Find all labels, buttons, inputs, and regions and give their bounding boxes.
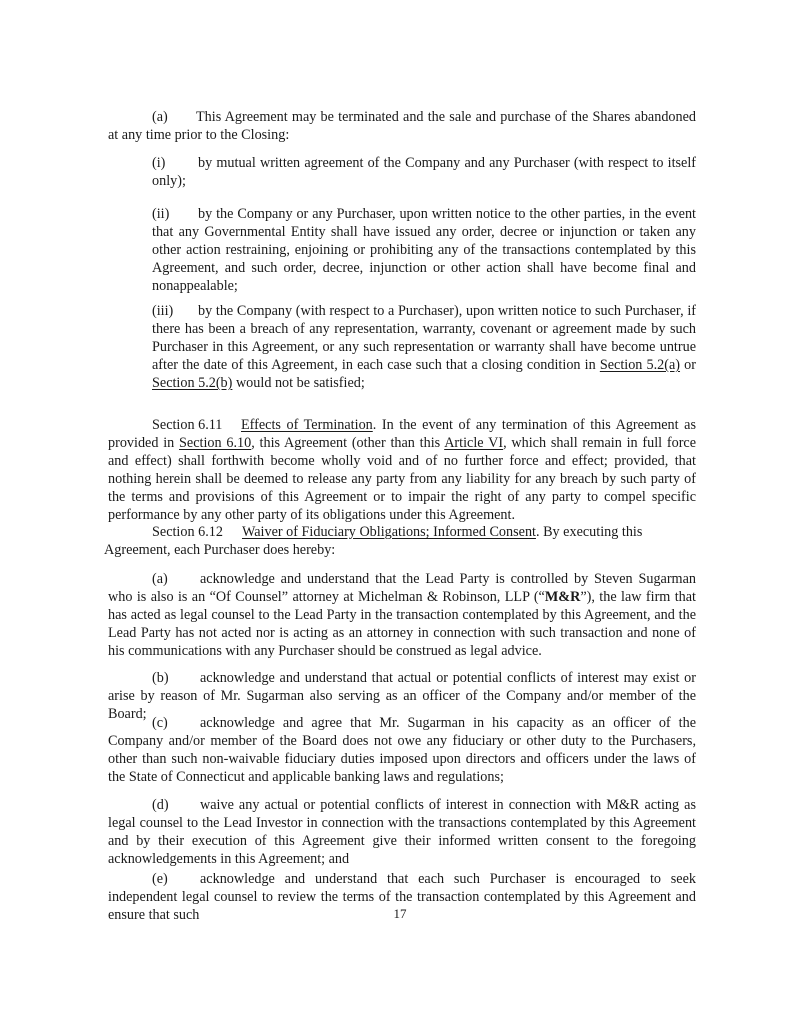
waiver-clause-c (108, 714, 696, 786)
section-number: Section 6.12 (152, 524, 223, 540)
termination-clause-iii (152, 302, 696, 392)
section-text: . In the event of any termination of this Agreement as provided in (108, 417, 696, 451)
section-6-12 (104, 523, 664, 559)
cross-reference-link[interactable]: Section 5.2(a) (599, 357, 681, 373)
clause-label: (e) (152, 871, 168, 887)
clause-label: (i) (152, 155, 166, 171)
termination-clause-a (108, 108, 696, 144)
clause-label: (d) (152, 797, 169, 813)
section-text: . By executing this Agreement, each Purchaser does hereby: (104, 524, 643, 558)
clause-text: acknowledge and understand that the Lead Party is controlled by Steven Sugarman who is also is an “Of Counsel” attorney at Michelman & Robinson, LLP (“ (108, 571, 696, 605)
clause-text: waive any actual or potential conflicts of interest in connection with M&R acting as legal counsel to the Lead Investor in connection with the transactions contemplated by this Agreement and by their execution of this Agreement give their informed written consent to the foregoing acknowledgements in this Agreement; and (108, 797, 696, 867)
waiver-clause-a (108, 570, 696, 660)
page-number: 17 (393, 906, 407, 921)
clause-text: ”), the law firm that has acted as legal counsel to the Lead Party in the transaction contemplated by this Agreement, and the Lead Party has not acted nor is acting as an attorney in connection with such transaction and none of his communications with any Purchaser should be construed as legal advice. (108, 589, 696, 659)
clause-text: by mutual written agreement of the Company and any Purchaser (with respect to itself only); (152, 155, 696, 189)
section-6-11 (108, 416, 696, 524)
section-text: , which shall remain in full force and effect) shall forthwith become wholly void and of no further force and effect; provided, that nothing herein shall be deemed to release any party from any liability for any breach by such party of the terms and provisions of this Agreement or to impair the right of any party to compel specific performance by any other party of its obligations under this Agreement. (108, 435, 697, 523)
clause-text: acknowledge and understand that each such Purchaser is encouraged to seek independent legal counsel to review the terms of the transaction contemplated by this Agreement and ensure that such (108, 871, 696, 923)
section-text: , this Agreement (other than this (251, 435, 445, 451)
clause-text: by the Company (with respect to a Purchaser), upon written notice to such Purchaser, if there has been a breach of any representation, warranty, covenant or agreement made by such Purchaser in this Agreement, or any such representation or warranty shall have become untrue after the date of this Agreement, in each case such that a closing condition in (152, 303, 696, 373)
cross-reference-link[interactable]: Section 6.10 (179, 435, 252, 451)
clause-text: This Agreement may be terminated and the sale and purchase of the Shares abandoned at any time prior to the Closing: (108, 109, 696, 143)
clause-label: (ii) (152, 206, 170, 222)
clause-text: or (680, 357, 696, 373)
clause-text: by the Company or any Purchaser, upon written notice to the other parties, in the event that any Governmental Entity shall have issued any order, decree or injunction or taken any other action restraining, enjoining or prohibiting any of the transactions contemplated by this Agreement, and such order, decree, injunction or other action shall have become final and nonappealable; (152, 206, 696, 294)
cross-reference-link[interactable]: Section 5.2(b) (152, 375, 233, 391)
clause-text: acknowledge and understand that actual or potential conflicts of interest may exist or arise by reason of Mr. Sugarman also serving as an officer of the Company and/or member of the Board; (108, 670, 696, 722)
cross-reference-link[interactable]: Article VI (444, 435, 504, 451)
clause-label: (a) (152, 109, 168, 125)
section-heading: Waiver of Fiduciary Obligations; Informed Consent (242, 524, 536, 540)
clause-label: (b) (152, 670, 169, 686)
termination-clause-ii (152, 205, 696, 295)
termination-clause-i (152, 154, 696, 190)
clause-label: (a) (152, 571, 168, 587)
clause-label: (c) (152, 715, 168, 731)
clause-text: would not be satisfied; (232, 375, 365, 391)
section-number: Section 6.11 (152, 417, 223, 433)
clause-label: (iii) (152, 303, 174, 319)
section-heading: Effects of Termination (241, 417, 373, 433)
defined-term: M&R (544, 589, 581, 605)
waiver-clause-d (108, 796, 696, 868)
clause-text: acknowledge and agree that Mr. Sugarman in his capacity as an officer of the Company and/or member of the Board does not owe any fiduciary or other duty to the Purchasers, other than such non-waivable fiduciary duties imposed upon directors and officers under the laws of the State of Connecticut and applicable banking laws and regulations; (108, 715, 696, 785)
